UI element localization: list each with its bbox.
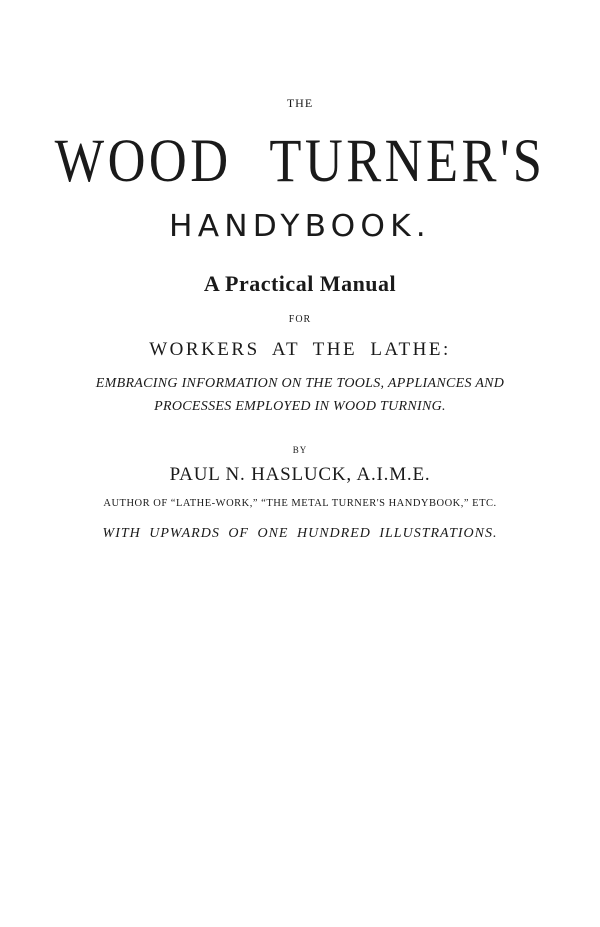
for-label: FOR <box>288 314 312 325</box>
main-title <box>42 126 558 198</box>
title-word-turners: TURNER'S <box>269 128 546 195</box>
by-label: BY <box>292 445 308 455</box>
description-line-1: EMBRACING INFORMATION ON THE TOOLS, APPLIANCES AND <box>95 376 505 391</box>
title-word-wood: WOOD <box>54 128 232 195</box>
author-credits: AUTHOR OF “LATHE-WORK,” “THE METAL TURNER'S HANDYBOOK,” ETC. <box>103 498 497 509</box>
subtitle: HANDYBOOK. <box>169 209 431 244</box>
illustrations-note: WITH UPWARDS OF ONE HUNDRED ILLUSTRATIONS. <box>102 526 498 541</box>
author-name: PAUL N. HASLUCK, A.I.M.E. <box>169 464 431 485</box>
audience-line: WORKERS AT THE LATHE: <box>149 339 451 360</box>
description-line-2: PROCESSES EMPLOYED IN WOOD TURNING. <box>154 399 446 414</box>
the-label: THE <box>286 96 314 110</box>
tagline: A Practical Manual <box>203 271 397 296</box>
